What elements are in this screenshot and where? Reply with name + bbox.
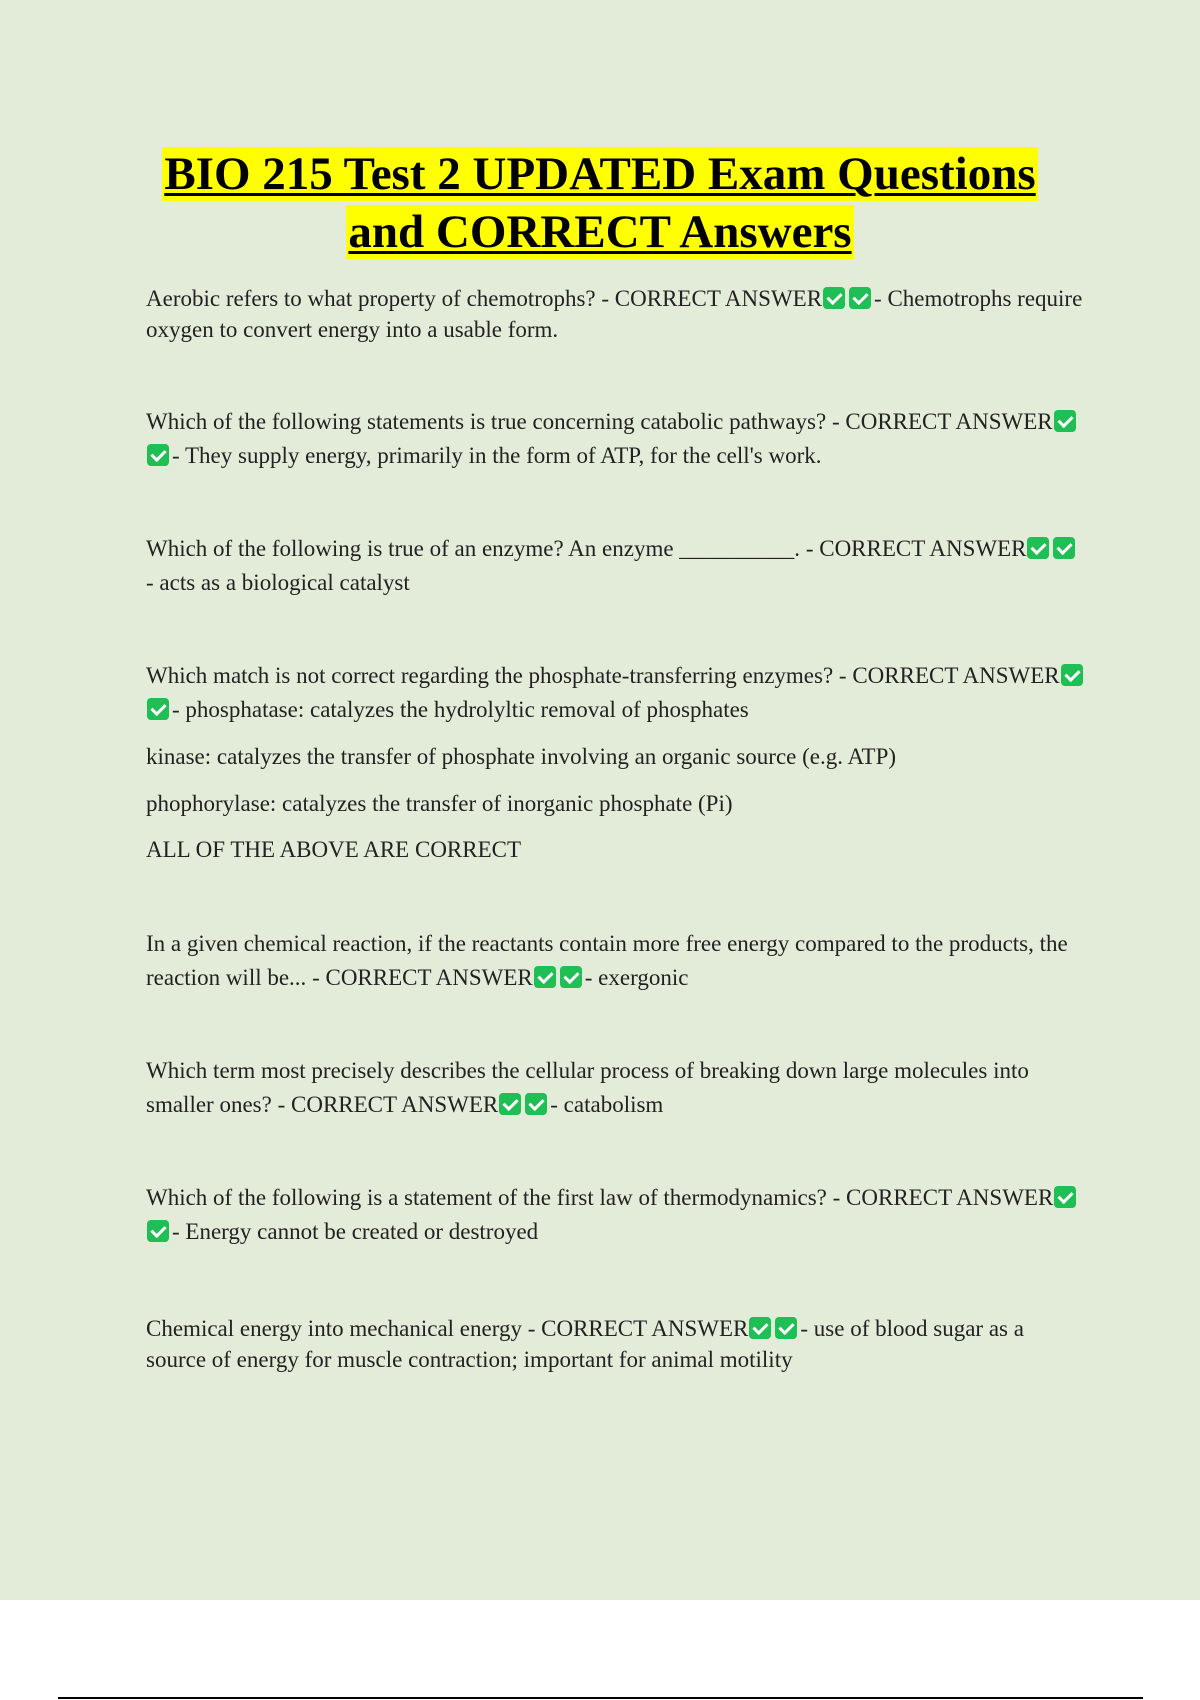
correct-answer-label: CORRECT ANSWER (291, 1092, 499, 1117)
green-check-icon (534, 966, 556, 988)
answer-text: exergonic (598, 965, 689, 990)
question-text: Aerobic refers to what property of chemotrophs? (146, 286, 596, 311)
answer-text: acts as a biological catalyst (159, 570, 410, 595)
answer-text: use of blood sugar as a source of energy for muscle contraction; important for animal motility (146, 1316, 1024, 1372)
green-check-icon (775, 1317, 797, 1339)
answer-text: Chemotrophs require oxygen to convert energy into a usable form. (146, 286, 1083, 342)
correct-answer-label: CORRECT ANSWER (541, 1316, 749, 1341)
question-text: Which of the following is a statement of the first law of thermodynamics? (146, 1185, 827, 1210)
green-check-icon (1061, 664, 1083, 686)
correct-answer-label: CORRECT ANSWER (325, 965, 533, 990)
qa-item: Which match is not correct regarding the phosphate-transferring enzymes? - CORRECT ANSWER- phosphatase: catalyzes the hydrolyltic removal of phosphates (146, 659, 1086, 727)
footer-divider (58, 1697, 1143, 1699)
answer-extra-line: kinase: catalyzes the transfer of phosphate involving an organic source (e.g. ATP) (146, 744, 897, 769)
qa-item: In a given chemical reaction, if the reactants contain more free energy compared to the products, the reaction will be... - CORRECT ANSWER - exergonic (146, 931, 1068, 990)
qa-item: Which of the following is a statement of the first law of thermodynamics? - CORRECT ANSWER- Energy cannot be created or destroyed (146, 1181, 1086, 1249)
question-text: Which of the following is true of an enzyme? An enzyme __________. (146, 536, 801, 561)
qa-item: Which term most precisely describes the cellular process of breaking down large molecules into smaller ones? - CORRECT ANSWER - catabolism (146, 1058, 1029, 1117)
green-check-icon (147, 444, 169, 466)
correct-answer-label: CORRECT ANSWER (846, 1185, 1054, 1210)
green-check-icon (499, 1093, 521, 1115)
question-text: Chemical energy into mechanical energy (146, 1316, 522, 1341)
question-text: Which of the following statements is true concerning catabolic pathways? (146, 409, 827, 434)
green-check-icon (749, 1317, 771, 1339)
green-check-icon (823, 287, 845, 309)
question-text: Which match is not correct regarding the phosphate-transferring enzymes? (146, 663, 834, 688)
green-check-icon (1054, 1186, 1076, 1208)
green-check-icon (1027, 537, 1049, 559)
title-line-2: and CORRECT Answers (348, 206, 852, 258)
qa-item: Which of the following statements is true concerning catabolic pathways? - CORRECT ANSWER- They supply energy, primarily in the form of ATP, for the cell's work. (146, 405, 1086, 473)
answer-text: Energy cannot be created or destroyed (185, 1219, 539, 1244)
answer-extra-line: ALL OF THE ABOVE ARE CORRECT (146, 837, 522, 862)
correct-answer-label: CORRECT ANSWER (852, 663, 1060, 688)
qa-item: Which of the following is true of an enzyme? An enzyme __________. - CORRECT ANSWER- acts as a biological catalyst (146, 532, 1086, 600)
question-text: Which term most precisely describes the cellular process of breaking down large molecules into smaller ones? (146, 1058, 1029, 1117)
qa-item: Chemical energy into mechanical energy - CORRECT ANSWER - use of blood sugar as a source of energy for muscle contraction; important for animal motility (146, 1316, 1024, 1372)
document-title (0, 145, 1200, 261)
green-check-icon (1053, 537, 1075, 559)
answer-text: catabolism (563, 1092, 664, 1117)
correct-answer-label: CORRECT ANSWER (614, 286, 823, 311)
green-check-icon (560, 966, 582, 988)
green-check-icon (1054, 410, 1076, 432)
answer-extra-line: phophorylase: catalyzes the transfer of inorganic phosphate (Pi) (146, 791, 733, 816)
green-check-icon (147, 1220, 169, 1242)
title-line-1: BIO 215 Test 2 UPDATED Exam Questions (164, 148, 1036, 200)
answer-text: phosphatase: catalyzes the hydrolyltic removal of phosphates (185, 697, 749, 722)
answer-text: They supply energy, primarily in the form of ATP, for the cell's work. (185, 443, 822, 468)
correct-answer-label: CORRECT ANSWER (819, 536, 1027, 561)
question-text: In a given chemical reaction, if the reactants contain more free energy compared to the products, the reaction will be... (146, 931, 1068, 990)
qa-item: Aerobic refers to what property of chemotrophs? - CORRECT ANSWER - Chemotrophs require oxygen to convert energy into a usable form. (146, 286, 1083, 342)
green-check-icon (849, 287, 871, 309)
green-check-icon (525, 1093, 547, 1115)
green-check-icon (147, 698, 169, 720)
correct-answer-label: CORRECT ANSWER (845, 409, 1053, 434)
